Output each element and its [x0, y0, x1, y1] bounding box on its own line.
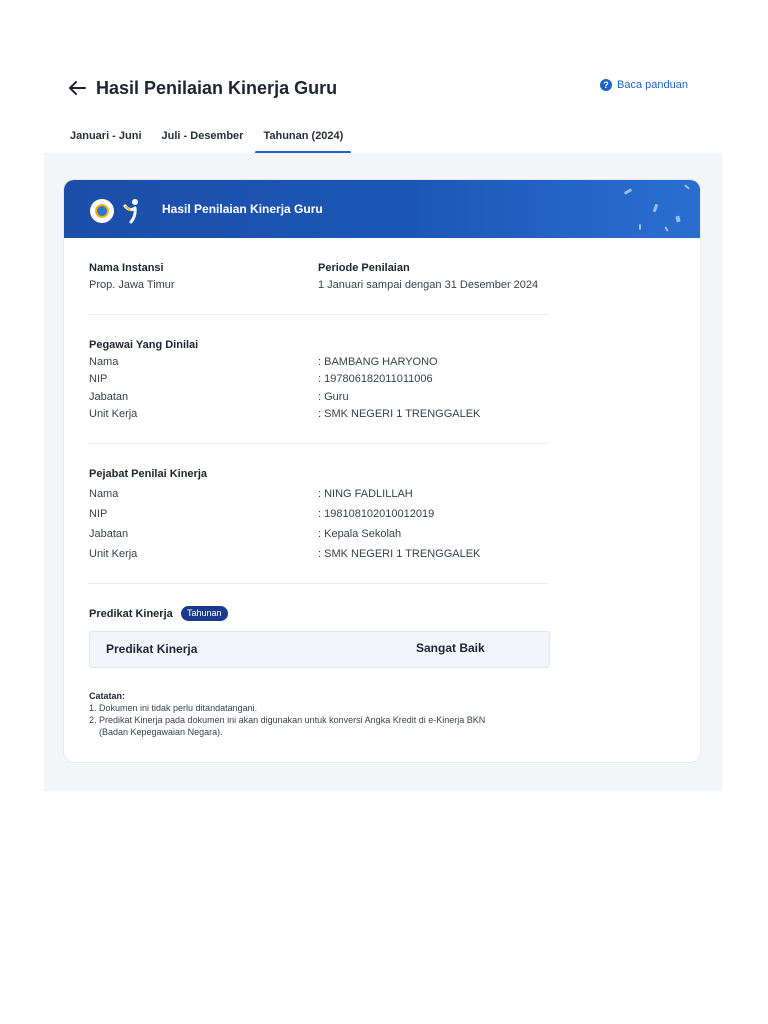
periode-value: 1 Januari sampai dengan 31 Desember 2024 — [318, 279, 539, 291]
page-title: Hasil Penilaian Kinerja Guru — [96, 78, 338, 98]
pegawai-nama-value: : BAMBANG HARYONO — [318, 356, 438, 368]
pejabat-nama-label: Nama — [89, 488, 119, 500]
pegawai-unit-value: : SMK NEGERI 1 TRENGGALEK — [318, 408, 481, 420]
predikat-box — [89, 631, 550, 668]
pegawai-nip-value: : 197806182011011006 — [318, 373, 433, 385]
pejabat-heading: Pejabat Penilai Kinerja — [89, 468, 207, 480]
pejabat-nama-value: : NING FADLILLAH — [318, 488, 413, 500]
guru-figure-icon — [122, 198, 144, 224]
pegawai-nama-label: Nama — [89, 356, 119, 368]
catatan-item-1: 1. Dokumen ini tidak perlu ditandatangani. — [89, 703, 258, 713]
catatan-title: Catatan: — [89, 691, 126, 701]
pegawai-jabatan-label: Jabatan — [89, 391, 129, 403]
tab-tahunan[interactable]: Tahunan (2024) — [255, 124, 351, 154]
divider — [88, 314, 548, 315]
pejabat-jabatan-label: Jabatan — [89, 528, 129, 540]
predikat-heading: Predikat Kinerja — [89, 608, 173, 620]
pegawai-jabatan-value: : Guru — [318, 391, 349, 403]
help-link[interactable] — [600, 79, 688, 91]
periode-label: Periode Penilaian — [318, 262, 410, 274]
instansi-value: Prop. Jawa Timur — [89, 279, 175, 291]
instansi-label: Nama Instansi — [89, 262, 164, 274]
kemendikbud-logo — [90, 199, 114, 223]
pejabat-nip-value: : 198108102010012019 — [318, 508, 435, 520]
back-button[interactable] — [66, 76, 88, 100]
help-label: Baca panduan — [617, 79, 688, 91]
report-card — [64, 180, 700, 762]
catatan-item-2: 2. Predikat Kinerja pada dokumen ini akan digunakan untuk konversi Angka Kredit di e-Kinerja BKN — [89, 715, 486, 725]
tab-januari-juni[interactable]: Januari - Juni — [70, 130, 142, 142]
pejabat-unit-label: Unit Kerja — [89, 548, 138, 560]
pejabat-jabatan-value: : Kepala Sekolah — [318, 528, 402, 540]
divider — [88, 583, 548, 584]
card-banner — [64, 180, 700, 238]
pejabat-nip-label: NIP — [89, 508, 108, 520]
page-header — [66, 76, 696, 100]
pegawai-unit-label: Unit Kerja — [89, 408, 138, 420]
arrow-left-icon — [68, 80, 86, 96]
tahunan-badge: Tahunan — [181, 606, 228, 621]
pegawai-nip-label: NIP — [89, 373, 108, 385]
predikat-value: Sangat Baik — [416, 641, 485, 655]
pejabat-unit-value: : SMK NEGERI 1 TRENGGALEK — [318, 548, 481, 560]
period-tabs — [62, 124, 355, 154]
question-icon: ? — [600, 79, 612, 91]
catatan-item-2-cont: (Badan Kepegawaian Negara). — [99, 727, 223, 737]
pegawai-heading: Pegawai Yang Dinilai — [89, 339, 199, 351]
banner-title: Hasil Penilaian Kinerja Guru — [162, 202, 323, 216]
tab-juli-desember[interactable]: Juli - Desember — [161, 130, 244, 142]
predikat-label: Predikat Kinerja — [106, 642, 198, 656]
divider — [88, 443, 548, 444]
